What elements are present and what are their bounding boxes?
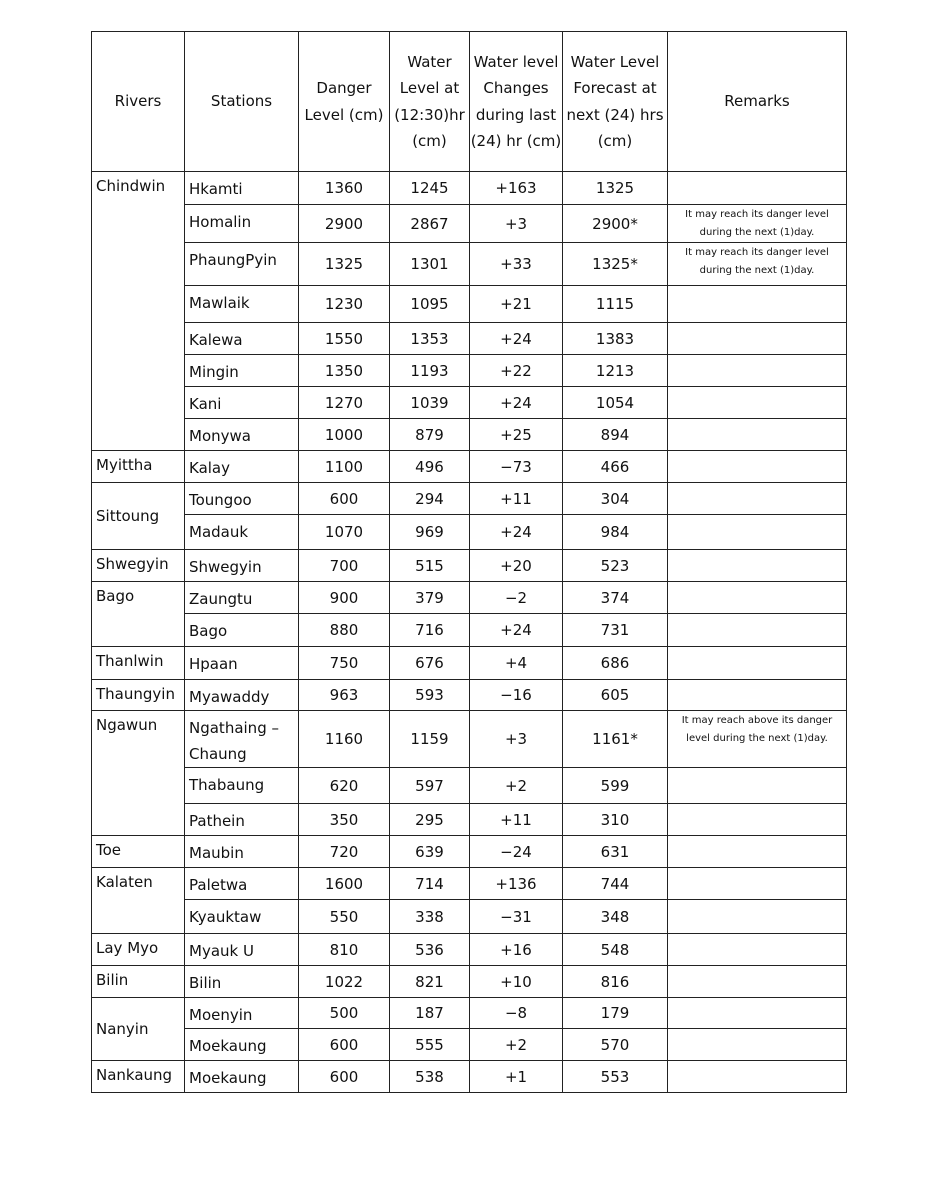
- forecast-value: 553: [563, 1061, 668, 1093]
- level-change-value: +16: [470, 934, 563, 966]
- remark-text: [668, 286, 847, 323]
- table-row: [92, 868, 847, 900]
- remark-text: [668, 323, 847, 355]
- level-change-value: −73: [470, 451, 563, 483]
- river-name: Myittha: [92, 451, 185, 483]
- water-level-value: 714: [390, 868, 470, 900]
- station-name: Homalin: [185, 205, 299, 243]
- danger-level-value: 963: [299, 680, 390, 711]
- water-level-value: 515: [390, 550, 470, 582]
- header-stations: Stations: [185, 32, 299, 172]
- river-name: Bilin: [92, 966, 185, 998]
- remark-text: It may reach its danger level during the next (1)day.: [668, 205, 847, 243]
- water-level-value: 2867: [390, 205, 470, 243]
- river-name: Lay Myo: [92, 934, 185, 966]
- remark-text: [668, 836, 847, 868]
- water-level-value: 1353: [390, 323, 470, 355]
- remark-text: [668, 355, 847, 387]
- forecast-value: 1383: [563, 323, 668, 355]
- level-change-value: +11: [470, 804, 563, 836]
- remark-text: [668, 419, 847, 451]
- forecast-value: 1054: [563, 387, 668, 419]
- level-change-value: −31: [470, 900, 563, 934]
- remark-text: [668, 387, 847, 419]
- level-change-value: +2: [470, 768, 563, 804]
- level-change-value: +163: [470, 172, 563, 205]
- water-level-value: 969: [390, 515, 470, 550]
- level-change-value: +25: [470, 419, 563, 451]
- forecast-value: 1161*: [563, 711, 668, 768]
- forecast-value: 686: [563, 647, 668, 680]
- forecast-value: 631: [563, 836, 668, 868]
- remark-text: It may reach above its danger level during the next (1)day.: [668, 711, 847, 768]
- danger-level-value: 750: [299, 647, 390, 680]
- level-change-value: −16: [470, 680, 563, 711]
- river-name: Nankaung: [92, 1061, 185, 1093]
- table-row: [92, 419, 847, 451]
- forecast-value: 599: [563, 768, 668, 804]
- remark-text: [668, 966, 847, 998]
- forecast-value: 310: [563, 804, 668, 836]
- station-name: Kalay: [185, 451, 299, 483]
- danger-level-value: 2900: [299, 205, 390, 243]
- forecast-value: 304: [563, 483, 668, 515]
- danger-level-value: 1000: [299, 419, 390, 451]
- remark-text: [668, 1061, 847, 1093]
- station-name: Kalewa: [185, 323, 299, 355]
- table-row: [92, 836, 847, 868]
- table-row: [92, 172, 847, 205]
- forecast-value: 1325: [563, 172, 668, 205]
- level-change-value: +22: [470, 355, 563, 387]
- forecast-value: 1213: [563, 355, 668, 387]
- table-row: [92, 900, 847, 934]
- table-row: [92, 804, 847, 836]
- danger-level-value: 600: [299, 1061, 390, 1093]
- table-row: [92, 647, 847, 680]
- header-forecast: Water Level Forecast at next (24) hrs (cm): [563, 32, 668, 172]
- station-name: Kani: [185, 387, 299, 419]
- station-name: Bilin: [185, 966, 299, 998]
- remark-text: [668, 804, 847, 836]
- forecast-value: 570: [563, 1029, 668, 1061]
- water-level-value: 187: [390, 998, 470, 1029]
- header-danger-level: Danger Level (cm): [299, 32, 390, 172]
- level-change-value: +24: [470, 387, 563, 419]
- level-change-value: +11: [470, 483, 563, 515]
- forecast-value: 984: [563, 515, 668, 550]
- station-name: Paletwa: [185, 868, 299, 900]
- table-row: [92, 286, 847, 323]
- forecast-value: 816: [563, 966, 668, 998]
- water-level-value: 338: [390, 900, 470, 934]
- station-name: Toungoo: [185, 483, 299, 515]
- station-name: Thabaung: [185, 768, 299, 804]
- station-name: Myawaddy: [185, 680, 299, 711]
- river-name: Kalaten: [92, 868, 185, 934]
- level-change-value: +4: [470, 647, 563, 680]
- table-row: [92, 515, 847, 550]
- station-name: Zaungtu: [185, 582, 299, 614]
- water-level-value: 379: [390, 582, 470, 614]
- danger-level-value: 550: [299, 900, 390, 934]
- water-level-value: 1095: [390, 286, 470, 323]
- water-level-value: 496: [390, 451, 470, 483]
- station-name: Mingin: [185, 355, 299, 387]
- header-water-level: Water Level at (12:30)hr (cm): [390, 32, 470, 172]
- table-row: [92, 387, 847, 419]
- water-level-value: 1039: [390, 387, 470, 419]
- table-row: [92, 1061, 847, 1093]
- station-name: Ngathaing – Chaung: [185, 711, 299, 768]
- river-name: Bago: [92, 582, 185, 647]
- table-row: [92, 550, 847, 582]
- water-level-value: 1245: [390, 172, 470, 205]
- water-level-value: 1301: [390, 243, 470, 286]
- river-name: Nanyin: [92, 998, 185, 1061]
- forecast-value: 744: [563, 868, 668, 900]
- danger-level-value: 1230: [299, 286, 390, 323]
- river-name: Thanlwin: [92, 647, 185, 680]
- water-level-value: 879: [390, 419, 470, 451]
- station-name: Kyauktaw: [185, 900, 299, 934]
- remark-text: [668, 550, 847, 582]
- danger-level-value: 1100: [299, 451, 390, 483]
- table-row: [92, 355, 847, 387]
- river-name: Ngawun: [92, 711, 185, 836]
- table-row: [92, 966, 847, 998]
- level-change-value: +33: [470, 243, 563, 286]
- level-change-value: +24: [470, 515, 563, 550]
- remark-text: [668, 768, 847, 804]
- danger-level-value: 720: [299, 836, 390, 868]
- station-name: Hpaan: [185, 647, 299, 680]
- level-change-value: +10: [470, 966, 563, 998]
- river-name: Toe: [92, 836, 185, 868]
- forecast-value: 1325*: [563, 243, 668, 286]
- table-row: [92, 483, 847, 515]
- station-name: Pathein: [185, 804, 299, 836]
- forecast-value: 731: [563, 614, 668, 647]
- river-name: Thaungyin: [92, 680, 185, 711]
- table-row: [92, 614, 847, 647]
- remark-text: [668, 614, 847, 647]
- table-row: [92, 768, 847, 804]
- remark-text: [668, 900, 847, 934]
- water-level-value: 538: [390, 1061, 470, 1093]
- station-name: PhaungPyin: [185, 243, 299, 286]
- danger-level-value: 900: [299, 582, 390, 614]
- table-row: [92, 998, 847, 1029]
- forecast-value: 179: [563, 998, 668, 1029]
- level-change-value: +3: [470, 205, 563, 243]
- danger-level-value: 1350: [299, 355, 390, 387]
- level-change-value: +136: [470, 868, 563, 900]
- forecast-value: 374: [563, 582, 668, 614]
- header-level-changes: Water level Changes during last (24) hr (cm): [470, 32, 563, 172]
- water-level-value: 597: [390, 768, 470, 804]
- remark-text: [668, 451, 847, 483]
- water-level-value: 555: [390, 1029, 470, 1061]
- water-level-value: 639: [390, 836, 470, 868]
- remark-text: [668, 998, 847, 1029]
- header-row: [92, 32, 847, 172]
- water-level-value: 295: [390, 804, 470, 836]
- station-name: Hkamti: [185, 172, 299, 205]
- remark-text: [668, 934, 847, 966]
- table-row: [92, 243, 847, 286]
- station-name: Maubin: [185, 836, 299, 868]
- station-name: Moekaung: [185, 1029, 299, 1061]
- danger-level-value: 1070: [299, 515, 390, 550]
- forecast-value: 1115: [563, 286, 668, 323]
- danger-level-value: 1550: [299, 323, 390, 355]
- danger-level-value: 1022: [299, 966, 390, 998]
- danger-level-value: 1270: [299, 387, 390, 419]
- level-change-value: +24: [470, 323, 563, 355]
- water-level-value: 716: [390, 614, 470, 647]
- forecast-value: 548: [563, 934, 668, 966]
- water-level-table: [91, 31, 847, 1093]
- table-row: [92, 451, 847, 483]
- forecast-value: 348: [563, 900, 668, 934]
- danger-level-value: 810: [299, 934, 390, 966]
- table-row: [92, 323, 847, 355]
- station-name: Myauk U: [185, 934, 299, 966]
- remark-text: [668, 1029, 847, 1061]
- danger-level-value: 1600: [299, 868, 390, 900]
- forecast-value: 605: [563, 680, 668, 711]
- danger-level-value: 880: [299, 614, 390, 647]
- table-row: [92, 205, 847, 243]
- level-change-value: +2: [470, 1029, 563, 1061]
- level-change-value: +1: [470, 1061, 563, 1093]
- forecast-value: 466: [563, 451, 668, 483]
- table-row: [92, 1029, 847, 1061]
- station-name: Mawlaik: [185, 286, 299, 323]
- danger-level-value: 1360: [299, 172, 390, 205]
- remark-text: [668, 515, 847, 550]
- remark-text: [668, 647, 847, 680]
- station-name: Moenyin: [185, 998, 299, 1029]
- table-row: [92, 582, 847, 614]
- remark-text: It may reach its danger level during the next (1)day.: [668, 243, 847, 286]
- header-remarks: Remarks: [668, 32, 847, 172]
- water-level-value: 1193: [390, 355, 470, 387]
- danger-level-value: 500: [299, 998, 390, 1029]
- remark-text: [668, 483, 847, 515]
- level-change-value: −24: [470, 836, 563, 868]
- river-name: Chindwin: [92, 172, 185, 451]
- level-change-value: −2: [470, 582, 563, 614]
- water-level-value: 294: [390, 483, 470, 515]
- table-row: [92, 680, 847, 711]
- danger-level-value: 620: [299, 768, 390, 804]
- table-row: [92, 934, 847, 966]
- water-level-value: 536: [390, 934, 470, 966]
- water-level-value: 821: [390, 966, 470, 998]
- forecast-value: 2900*: [563, 205, 668, 243]
- forecast-value: 894: [563, 419, 668, 451]
- station-name: Monywa: [185, 419, 299, 451]
- water-level-value: 1159: [390, 711, 470, 768]
- level-change-value: +20: [470, 550, 563, 582]
- water-level-value: 593: [390, 680, 470, 711]
- remark-text: [668, 868, 847, 900]
- station-name: Bago: [185, 614, 299, 647]
- remark-text: [668, 680, 847, 711]
- level-change-value: +24: [470, 614, 563, 647]
- remark-text: [668, 172, 847, 205]
- level-change-value: +3: [470, 711, 563, 768]
- danger-level-value: 1160: [299, 711, 390, 768]
- level-change-value: −8: [470, 998, 563, 1029]
- danger-level-value: 1325: [299, 243, 390, 286]
- river-name: Shwegyin: [92, 550, 185, 582]
- water-level-value: 676: [390, 647, 470, 680]
- level-change-value: +21: [470, 286, 563, 323]
- forecast-value: 523: [563, 550, 668, 582]
- river-name: Sittoung: [92, 483, 185, 550]
- remark-text: [668, 582, 847, 614]
- danger-level-value: 600: [299, 483, 390, 515]
- danger-level-value: 600: [299, 1029, 390, 1061]
- station-name: Madauk: [185, 515, 299, 550]
- danger-level-value: 700: [299, 550, 390, 582]
- station-name: Shwegyin: [185, 550, 299, 582]
- table-row: [92, 711, 847, 768]
- header-rivers: Rivers: [92, 32, 185, 172]
- danger-level-value: 350: [299, 804, 390, 836]
- station-name: Moekaung: [185, 1061, 299, 1093]
